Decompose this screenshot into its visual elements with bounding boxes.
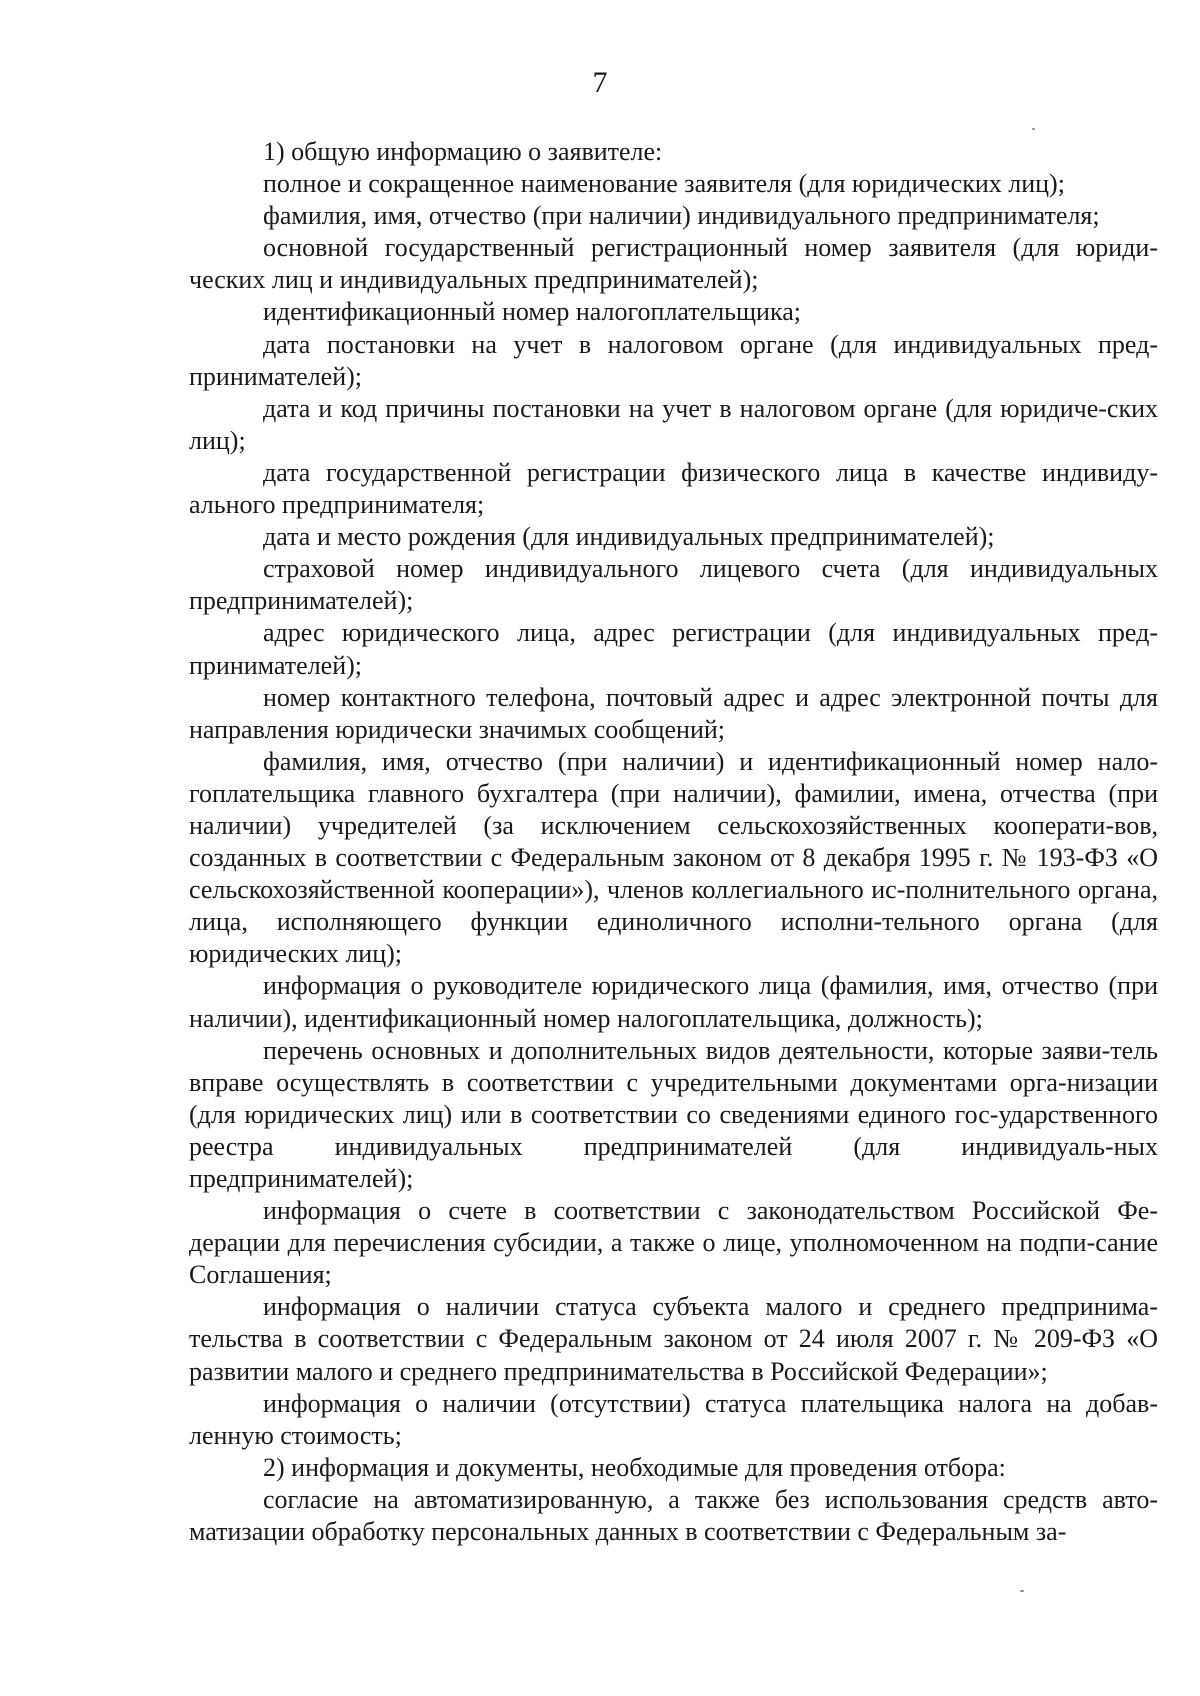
list-item-director: информация о руководителе юридического лица (фамилия, имя, отчество (при наличии), идентификационный номер налогоплательщика, должность); (189, 971, 1158, 1033)
scan-speck (1032, 128, 1035, 130)
list-item-state-registration-date: дата государственной регистрации физического лица в качестве индивиду-ального предпринимателя; (189, 457, 1158, 520)
page-number: 7 (592, 66, 608, 99)
list-item-vat-status: информация о наличии (отсутствии) статуса плательщика налога на добав-ленную стоимость; (189, 1388, 1158, 1450)
list-item-address: адрес юридического лица, адрес регистрации (для индивидуальных пред-принимателей); (189, 618, 1158, 680)
list-item-fio: фамилия, имя, отчество (при наличии) индивидуального предпринимателя; (263, 201, 1100, 231)
list-item-ogrn: основной государственный регистрационный номер заявителя (для юриди-ческих лиц и индивидуальных предпринимателей); (189, 233, 1158, 295)
list-item-bank-account: информация о счете в соответствии с законодательством Российской Фе-дерации для перечисления субсидии, а также о лице, уполномоченном на подпи-сание Соглашения; (189, 1196, 1158, 1290)
scan-speck (1020, 1590, 1024, 1592)
list-item-general-info: 1) общую информацию о заявителе: (263, 137, 663, 166)
list-item-birth: дата и место рождения (для индивидуальных предпринимателей); (263, 522, 995, 552)
list-item-sme-status: информация о наличии статуса субъекта малого и среднего предпринима-тельства в соответствии с Федеральным законом от 24 июля 2007 г. № 209-ФЗ «О развитии малого и среднего предпринимательства в Российской Федерации»; (189, 1292, 1158, 1386)
list-item-personal-data-consent: согласие на автоматизированную, а также без использования средств авто-матизации обработку персональных данных в соответствии с Федеральным за- (189, 1484, 1158, 1547)
list-item-accountant-founders: фамилия, имя, отчество (при наличии) и идентификационный номер нало-гоплательщика главного бухгалтера (при наличии), фамилии, имена, отчества (при наличии) учредителей (за исключением сельскохозяйственных кооперати-вов, созданных в соответствии с Федеральным законом от 8 декабря 1995 г. № 193-ФЗ «О сельскохозяйственной кооперации»), членов коллегиального ис-полнительного органа, лица, исполняющего функции единоличного исполни-тельного органа (для юридических лиц); (189, 746, 1158, 969)
list-item-activities: перечень основных и дополнительных видов деятельности, которые заяви-тель вправе осуществлять в соответствии с учредительными документами орга-низации (для юридических лиц) или в соответствии со сведениями единого гос-ударственного реестра индивидуальных предпринимателей (для индивидуаль-ных предпринимателей); (189, 1035, 1158, 1193)
list-item-contacts: номер контактного телефона, почтовый адрес и адрес электронной почты для направления юридически значимых сообщений; (189, 682, 1158, 744)
list-item-snils: страховой номер индивидуального лицевого счета (для индивидуальных предпринимателей); (189, 554, 1158, 616)
list-item-inn: идентификационный номер налогоплательщика; (263, 297, 801, 327)
list-item-selection-documents: 2) информация и документы, необходимые для проведения отбора: (263, 1452, 1006, 1482)
list-item-tax-registration-code: дата и код причины постановки на учет в налоговом органе (для юридиче-ских лиц); (189, 393, 1158, 455)
document-body (189, 136, 1158, 1548)
list-item-tax-registration-date: дата постановки на учет в налоговом органе (для индивидуальных пред-принимателей); (189, 329, 1158, 391)
list-item-name: полное и сокращенное наименование заявителя (для юридических лиц); (263, 169, 1065, 199)
